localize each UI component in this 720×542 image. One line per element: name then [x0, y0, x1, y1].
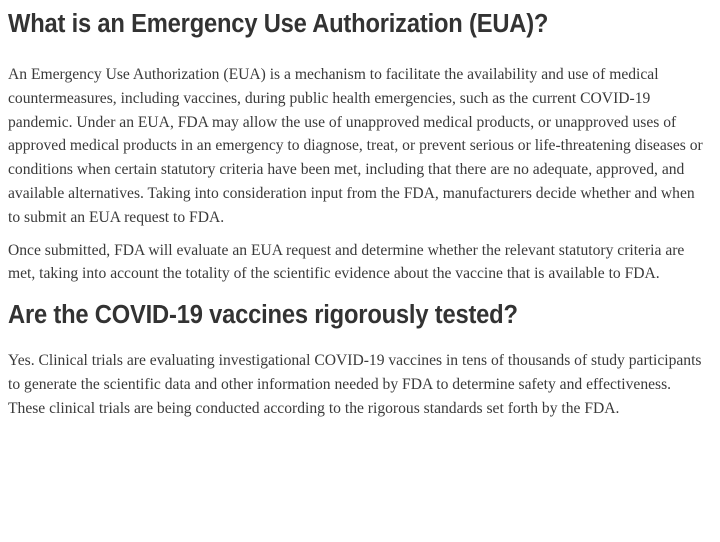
article — [8, 0, 708, 421]
eua-paragraph-evaluation: Once submitted, FDA will evaluate an EUA request and determine whether the relevant statutory criteria are met, taking into account the totality of the scientific evidence about the vaccine that is available to FDA. — [8, 241, 685, 283]
eua-heading: What is an Emergency Use Authorization (EUA)? — [8, 10, 549, 38]
vaccine-testing-heading: Are the COVID-19 vaccines rigorously tested? — [8, 301, 518, 330]
eua-paragraph-definition: An Emergency Use Authorization (EUA) is a mechanism to facilitate the availability and use of medical countermeasures, including vaccines, during public health emergencies, such as the current COVID-19 pandemic. Under an EUA, FDA may allow the use of unapproved medical products, or unapproved uses of approved medical products in an emergency to diagnose, treat, or prevent serious or life-threatening diseases or conditions when certain statutory criteria have been met, including that there are no adequate, approved, and available alternatives. Taking into consideration input from the FDA, manufacturers decide whether and when to submit an EUA request to FDA. — [8, 66, 703, 226]
vaccine-testing-paragraph: Yes. Clinical trials are evaluating investigational COVID-19 vaccines in tens of thousands of study participants to generate the scientific data and other information needed by FDA to determine safety and effectiveness. These clinical trials are being conducted according to the rigorous standards set forth by the FDA. — [8, 352, 702, 417]
